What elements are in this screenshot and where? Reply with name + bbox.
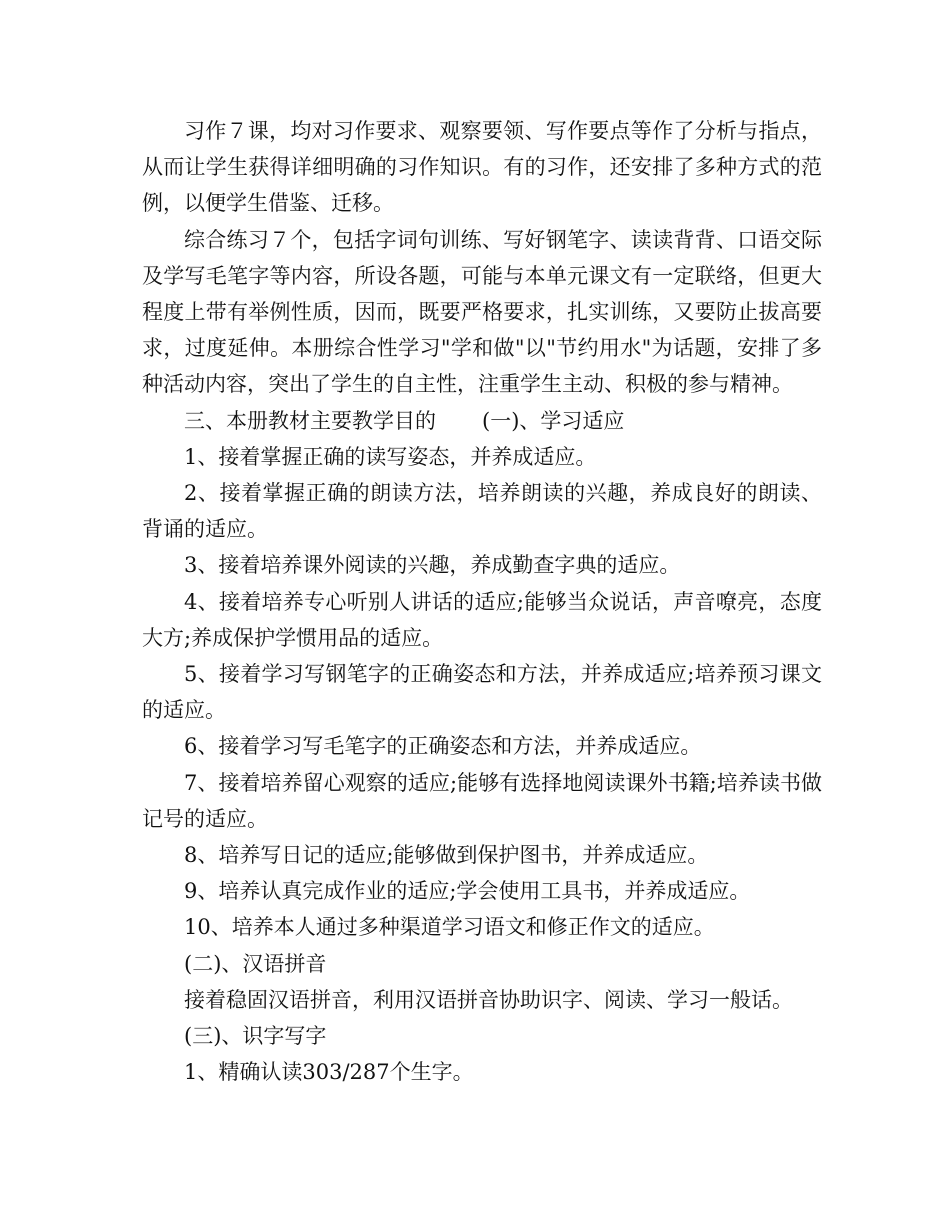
goal-item: 10、培养本人通过多种渠道学习语文和修正作文的适应。 [184, 915, 715, 940]
goal-item: 1、接着掌握正确的读写姿态，并养成适应。 [184, 444, 597, 469]
goal-item: 8、培养写日记的适应;能够做到保护图书，并养成适应。 [184, 843, 709, 868]
goal-item: 3、接着培养课外阅读的兴趣，养成勤查字典的适应。 [184, 553, 681, 578]
document-body [142, 113, 822, 1090]
paragraph-writing: 习作７课，均对习作要求、观察要领、写作要点等作了分析与指点，从而让学生获得详细明确的习作知识。有的习作，还安排了多种方式的范例，以便学生借鉴、迁移。 [142, 119, 822, 216]
literacy-heading: (三)、识字写字 [184, 1024, 327, 1049]
pinyin-text: 接着稳固汉语拼音，利用汉语拼音协助识字、阅读、学习一般话。 [184, 987, 793, 1012]
section-subtitle: (一)、学习适应 [482, 408, 625, 433]
paragraph-comprehensive-practice: 综合练习７个，包括字词句训练、写好钢笔字、读读背背、口语交际及学写毛笔字等内容，所设各题，可能与本单元课文有一定联络，但更大程度上带有举例性质，因而，既要严格要求，扎实训练，又要防止拔高要求，过度延伸。本册综合性学习"学和做"以"节约用水"为话题，安排了多种活动内容，突出了学生的自主性，注重学生主动、积极的参与精神。 [142, 227, 822, 397]
literacy-item: 1、精确认读303/287个生字。 [184, 1060, 474, 1085]
goal-item: 2、接着掌握正确的朗读方法，培养朗读的兴趣，养成良好的朗读、背诵的适应。 [142, 481, 822, 542]
pinyin-heading: (二)、汉语拼音 [184, 951, 327, 976]
section-heading-teaching-goals [142, 403, 822, 439]
goal-item: 5、接着学习写钢笔字的正确姿态和方法，并养成适应;培养预习课文的适应。 [142, 662, 822, 723]
goal-item: 9、培养认真完成作业的适应;学会使用工具书，并养成适应。 [184, 879, 751, 904]
goal-item: 7、接着培养留心观察的适应;能够有选择地阅读课外书籍;培养读书做记号的适应。 [142, 770, 822, 831]
goal-item: 4、接着培养专心听别人讲话的适应;能够当众说话，声音嘹亮，态度大方;养成保护学惯用品的适应。 [142, 589, 822, 650]
goal-item: 6、接着学习写毛笔字的正确姿态和方法，并养成适应。 [184, 734, 702, 759]
section-title: 三、本册教材主要教学目的 [184, 408, 436, 433]
